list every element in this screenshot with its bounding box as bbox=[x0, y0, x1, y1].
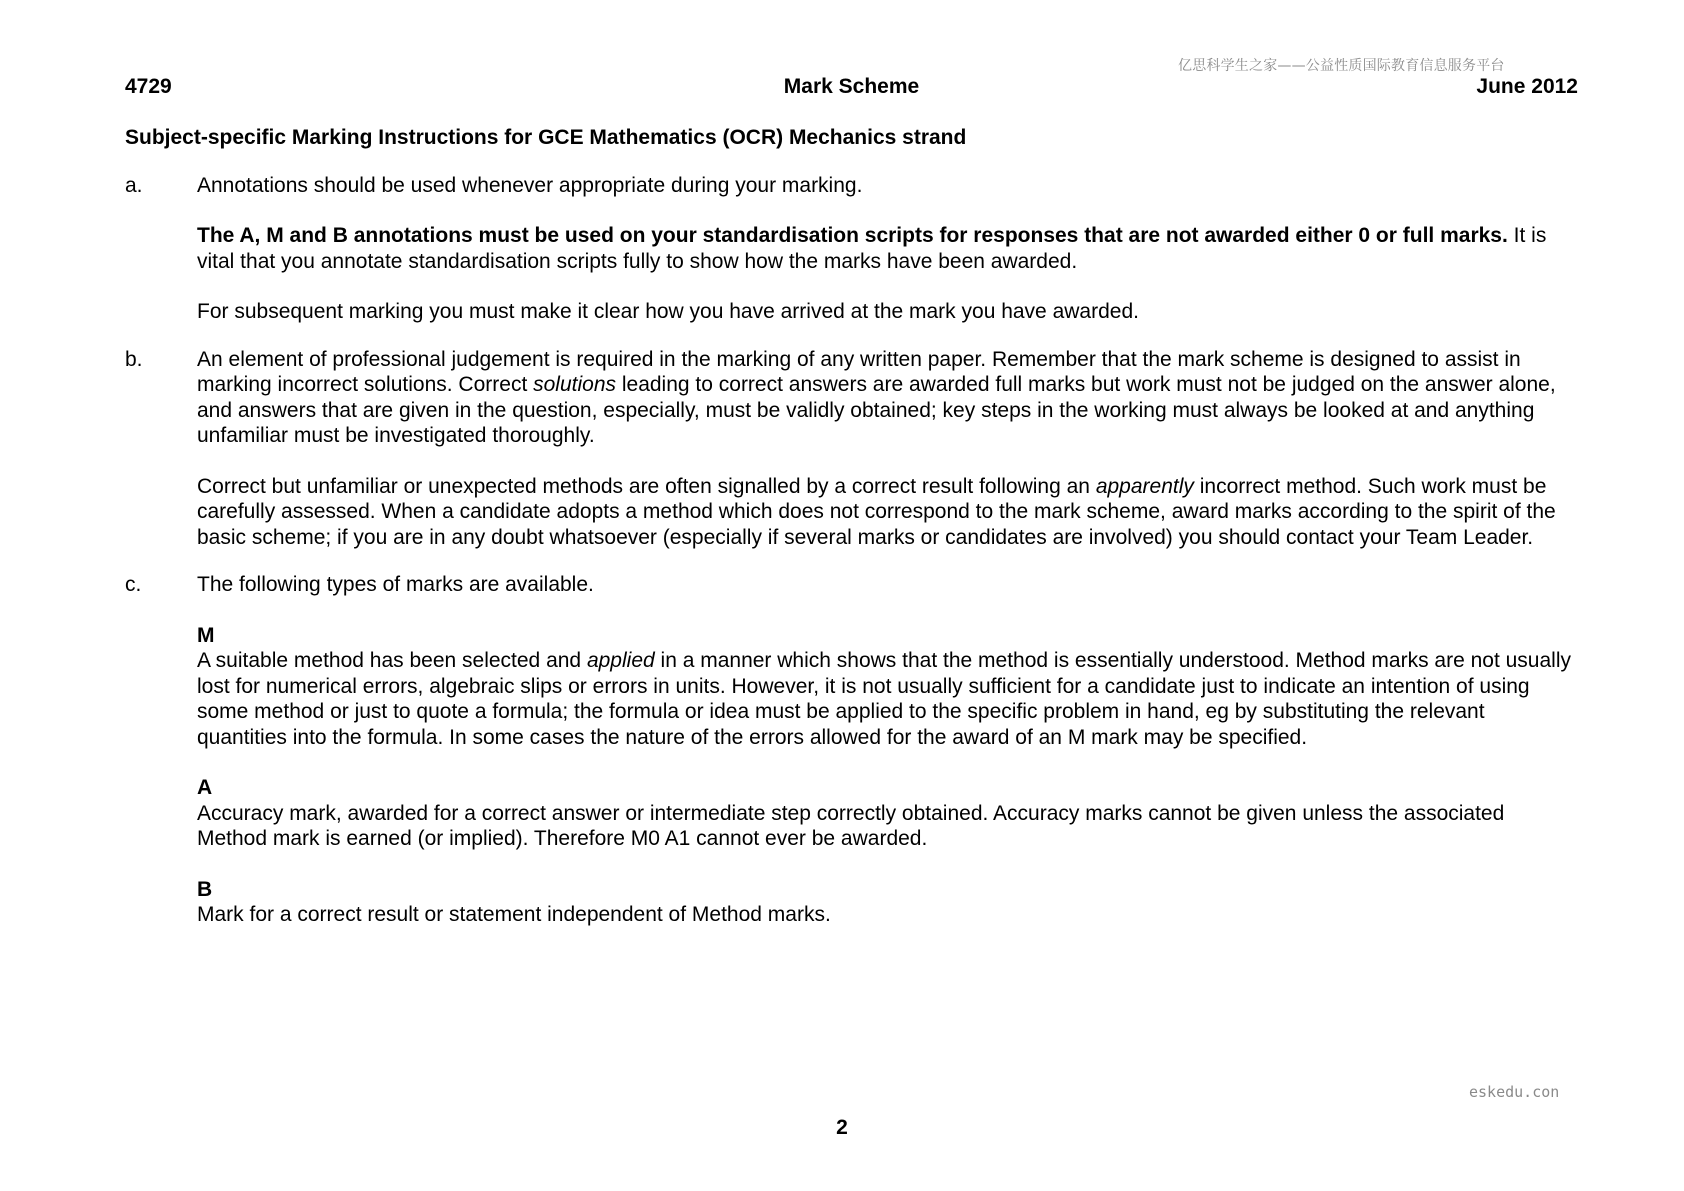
instruction-c bbox=[125, 572, 1578, 928]
paragraph bbox=[197, 223, 1578, 274]
text: Correct but unfamiliar or unexpected methods are often signalled by a correct result following an bbox=[197, 474, 1096, 498]
paragraph: The following types of marks are available. bbox=[197, 573, 594, 596]
italic-text: solutions bbox=[533, 373, 617, 396]
mark-type-a bbox=[197, 775, 1578, 852]
watermark-top: 亿思科学生之家——公益性质国际教育信息服务平台 bbox=[1178, 58, 1505, 74]
section-heading: Subject-specific Marking Instructions for GCE Mathematics (OCR) Mechanics strand bbox=[125, 126, 967, 149]
text: leading to correct answers are awarded full marks but work must not be judged on the answer alone, and answers that are given in the question, especially, must be validly obtained; key steps in the working must always be looked at and anything unfamiliar must be investigated thoroughly. bbox=[197, 373, 1556, 447]
text: It is vital that you annotate standardisation scripts fully to show how the marks have been awarded. bbox=[197, 224, 1547, 273]
instruction-b bbox=[125, 347, 1578, 551]
italic-text: applied bbox=[586, 649, 655, 672]
item-letter-c: c. bbox=[125, 573, 142, 596]
item-letter-b: b. bbox=[125, 347, 143, 371]
mark-letter-a: A bbox=[197, 776, 213, 799]
text: in a manner which shows that the method is essentially understood. Method marks are not usually lost for numerical errors, algebraic slips or errors in units. However, it is not usually sufficient for a candidate just to indicate an intention of using some method or just to quote a formula; the formula or idea must be applied to the specific problem in hand, eg by substituting the relevant quantities into the formula. In some cases the nature of the errors allowed for the award of an M mark may be specified. bbox=[197, 649, 1571, 749]
text: incorrect method. Such work must be carefully assessed. When a candidate adopts a method which does not correspond to the mark scheme, award marks according to the spirit of the basic scheme; if you are in any doubt whatsoever (especially if several marks or candidates are involved) you should contact your Team Leader. bbox=[197, 474, 1556, 549]
mark-type-b bbox=[197, 877, 1578, 928]
mark-letter-b: B bbox=[197, 877, 213, 901]
paragraph: For subsequent marking you must make it clear how you have arrived at the mark you have awarded. bbox=[197, 300, 1139, 323]
item-letter-a: a. bbox=[125, 173, 143, 197]
instruction-a bbox=[125, 173, 1578, 325]
document-title: Mark Scheme bbox=[783, 75, 920, 98]
mark-description bbox=[197, 648, 1578, 750]
text: An element of professional judgement is required in the marking of any written paper. Remember that the mark scheme is designed to assist in marking incorrect solutions. Correct bbox=[197, 347, 1521, 396]
mark-description: Accuracy mark, awarded for a correct answer or intermediate step correctly obtained. Accuracy marks cannot be given unless the associated Method mark is earned (or implied). Therefore M0 A1 cannot ever be awarded. bbox=[197, 801, 1505, 850]
paragraph bbox=[197, 474, 1578, 551]
italic-text: apparently bbox=[1095, 474, 1194, 498]
paper-code: 4729 bbox=[125, 75, 172, 98]
mark-type-m bbox=[197, 623, 1578, 751]
document-body bbox=[125, 125, 1578, 950]
exam-date: June 2012 bbox=[1476, 75, 1578, 98]
paragraph: Annotations should be used whenever appropriate during your marking. bbox=[197, 173, 863, 197]
paragraph bbox=[197, 347, 1578, 449]
page-number: 2 bbox=[836, 1116, 848, 1139]
text: A suitable method has been selected and bbox=[197, 649, 587, 672]
mark-letter-m: M bbox=[197, 623, 215, 647]
mark-description: Mark for a correct result or statement independent of Method marks. bbox=[197, 903, 831, 926]
bold-text: The A, M and B annotations must be used on your standardisation scripts for responses that are not awarded either 0 or full marks. bbox=[197, 224, 1508, 247]
page-header bbox=[125, 75, 1578, 101]
watermark-bottom: eskedu.con bbox=[1469, 1083, 1560, 1101]
